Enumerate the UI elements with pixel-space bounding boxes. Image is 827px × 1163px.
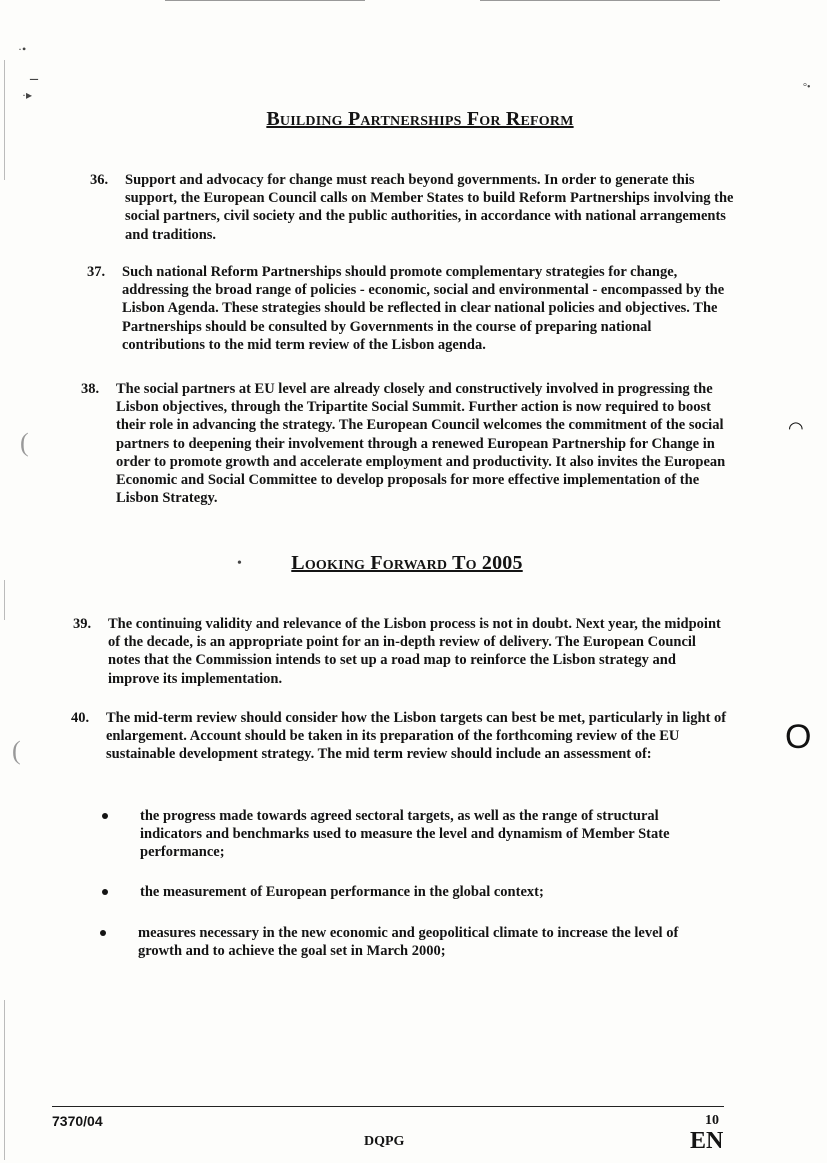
paragraph-text: The social partners at EU level are already closely and constructively involved in progressing the Lisbon objectives, through the Tripartite Social Summit. Further action is now required to boost their role in advancing the strategy. The European Council welcomes the commitment of the social partners to deepening their involvement through a renewed European Partnership for Change in order to promote growth and accelerate employment and productivity. It also invites the European Economic and Social Committee to develop proposals for more effective implementation of the Lisbon Strategy. xyxy=(116,381,726,507)
punch-hole-mark: ( xyxy=(12,736,21,765)
paragraph-number: 38. xyxy=(81,381,100,397)
scan-artifact-line xyxy=(480,0,720,1)
paragraph-text: The continuing validity and relevance of the Lisbon process is not in doubt. Next year, the midpoint of the decade, is an appropriate point for an in-depth review of delivery. The European Council notes that the Commission intends to set up a road map to reinforce the Lisbon strategy and improve its implementation. xyxy=(108,616,721,687)
paragraph-number: 40. xyxy=(71,710,90,726)
bullet-text: the measurement of European performance in the global context; xyxy=(140,884,544,900)
paragraph-number: 39. xyxy=(73,616,92,632)
paragraph-number: 37. xyxy=(87,264,106,280)
bullet-item xyxy=(140,883,720,901)
scan-edge-line xyxy=(4,1000,5,1160)
scan-speck: ·• xyxy=(18,42,27,56)
bullet-text: measures necessary in the new economic and geopolitical climate to increase the level of growth and to achieve the goal set in March 2000; xyxy=(138,925,679,960)
bullet-item xyxy=(140,807,720,862)
bullet-item xyxy=(138,924,722,960)
scan-speck: • xyxy=(237,556,242,571)
paragraph-40 xyxy=(71,709,736,764)
paragraph-text: Support and advocacy for change must reach beyond governments. In order to generate this support, the European Council calls on Member States to build Reform Partnerships involving the social partners, civil society and the public authorities, in accordance with national arrangements and traditions. xyxy=(125,172,734,243)
document-reference: 7370/04 xyxy=(52,1113,103,1129)
scan-speck: ◠ xyxy=(788,418,804,438)
footer-rule xyxy=(52,1106,724,1107)
paragraph-36 xyxy=(90,171,745,244)
paragraph-text: The mid-term review should consider how the Lisbon targets can best be met, particularly in light of enlargement. Account should be taken in its preparation of the forthcoming review of the EU sustainable development strategy. The mid term review should include an assessment of: xyxy=(106,710,727,763)
bullet-text: the progress made towards agreed sectoral targets, as well as the range of structural indicators and benchmarks used to measure the level and dynamism of Member State performance; xyxy=(140,808,670,861)
department-code: DQPG xyxy=(364,1134,405,1149)
paragraph-38 xyxy=(81,380,742,507)
paragraph-text: Such national Reform Partnerships should promote complementary strategies for change, addressing the broad range of policies - economic, social and environmental - encompassed by the Lisbon Agenda. These strategies should be reflected in clear national policies and objectives. The Partnerships should be consulted by Governments in the course of preparing national contributions to the mid term review of the Lisbon agenda. xyxy=(122,264,725,353)
paragraph-39 xyxy=(73,615,722,688)
section-heading-looking-forward: Looking Forward To 2005 xyxy=(291,552,523,574)
paragraph-37 xyxy=(87,263,738,354)
scan-speck: ·▸ xyxy=(22,88,33,102)
bullet-dot-icon xyxy=(102,889,108,895)
paragraph-number: 36. xyxy=(90,172,109,188)
section-heading-partnerships: Building Partnerships For Reform xyxy=(266,108,574,130)
punch-hole-mark: ( xyxy=(20,428,29,457)
punch-hole-mark: O xyxy=(785,718,812,756)
scan-speck: – xyxy=(30,70,38,87)
page-number: 10 xyxy=(705,1113,719,1128)
language-code: EN xyxy=(690,1128,724,1154)
bullet-dot-icon xyxy=(100,930,106,936)
scan-edge-line xyxy=(4,580,5,620)
bullet-dot-icon xyxy=(102,813,108,819)
scan-edge-line xyxy=(4,60,5,180)
scan-artifact-line xyxy=(165,0,365,1)
scan-speck: °• xyxy=(803,82,811,93)
